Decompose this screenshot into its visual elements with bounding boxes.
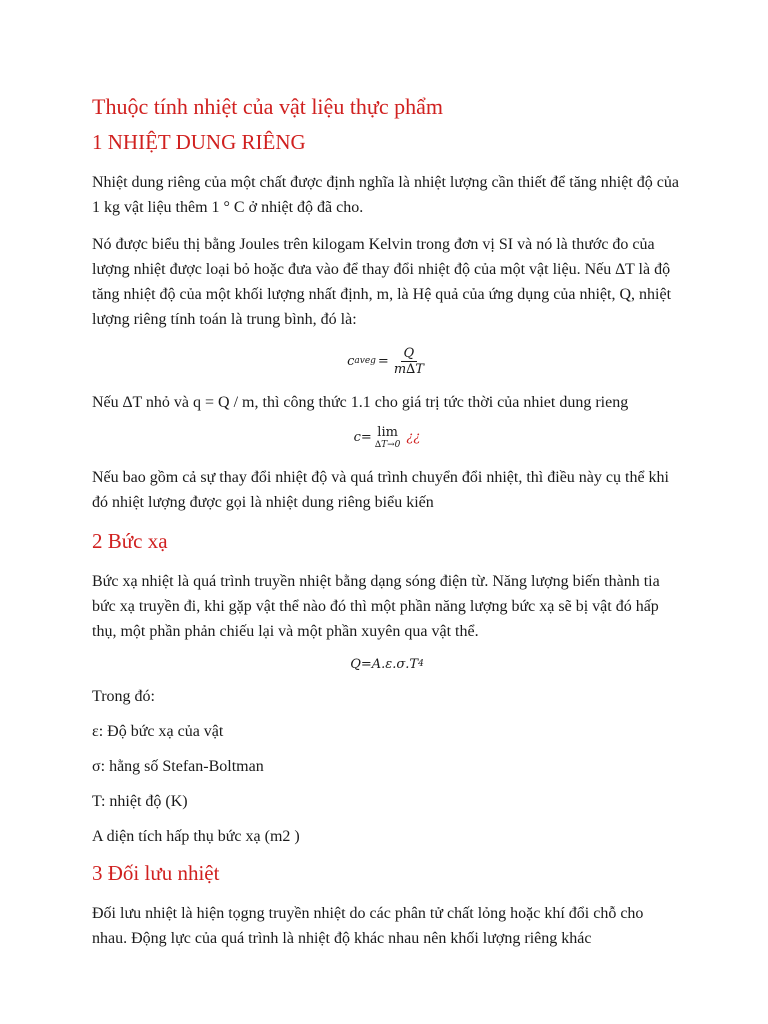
section-2-item-area: A diện tích hấp thụ bức xạ (m2 ) bbox=[92, 828, 300, 845]
eq2-lim-subscript: ∆T→0 bbox=[374, 439, 401, 450]
eq1-denominator: m∆T bbox=[393, 361, 424, 377]
equation-radiation bbox=[92, 644, 682, 684]
eq1-lhs-sub: aveg bbox=[354, 356, 376, 366]
eq2-lhs: c= bbox=[353, 429, 372, 445]
section-1-paragraph-2: Nó được biểu thị bằng Joules trên kilogam Kelvin trong đơn vị SI và nó là thước đo của lượng nhiệt được loại bỏ hoặc đưa vào để thay đổi nhiệt độ của một vật liệu. Nếu ∆T là độ tăng nhiệt độ của một khối lượng nhất định, m, là Hệ quả của ứng dụng của nhiệt, Q, nhiệt lượng riêng tính toán là trung bình, đó là: bbox=[92, 236, 672, 328]
eq1-numerator: Q bbox=[401, 346, 418, 362]
section-2-item-stefan-boltzmann: σ: hằng số Stefan-Boltman bbox=[92, 758, 264, 775]
document-title: Thuộc tính nhiệt của vật liệu thực phẩm bbox=[92, 94, 443, 119]
eq3-exponent: 4 bbox=[418, 659, 424, 669]
section-3-paragraph-1: Đối lưu nhiệt là hiện tọgng truyền nhiệt do các phân tử chất lỏng hoặc khí đổi chỗ cho nhau. Động lực của quá trình là nhiệt độ khác nhau nên khối lượng riêng khác bbox=[92, 905, 644, 947]
eq2-tail: ¿¿ bbox=[406, 429, 421, 445]
section-2-item-temperature: T: nhiệt độ (K) bbox=[92, 793, 188, 810]
section-1-paragraph-4: Nếu bao gồm cả sự thay đổi nhiệt độ và quá trình chuyển đổi nhiệt, thì điều này cụ thể khi đó nhiệt lượng được gọi là nhiệt dung riêng biểu kiến bbox=[92, 469, 669, 511]
eq2-limit bbox=[375, 425, 401, 450]
eq3-main: Q=A.ε.σ.T bbox=[350, 656, 419, 672]
equation-average-specific-heat bbox=[92, 338, 682, 384]
section-2-paragraph-1: Bức xạ nhiệt là quá trình truyền nhiệt bằng dạng sóng điện từ. Năng lượng biến thành tia bức xạ truyền đi, khi gặp vật thể nào đó thì một phần năng lượng bức xạ sẽ bị vật đó hấp thụ, một phần phản chiếu lại và một phần xuyên qua vật thể. bbox=[92, 573, 660, 640]
section-2-item-emissivity: ε: Độ bức xạ của vật bbox=[92, 723, 224, 740]
eq2-lim-text: lim bbox=[377, 424, 398, 440]
eq1-fraction bbox=[391, 346, 427, 377]
section-1-paragraph-3: Nếu ∆T nhỏ và q = Q / m, thì công thức 1.1 cho giá trị tức thời của nhiet dung rieng bbox=[92, 394, 629, 411]
eq1-equals: = bbox=[377, 353, 389, 369]
section-3-heading: 3 Đối lưu nhiệt bbox=[92, 861, 220, 885]
section-1-heading: 1 NHIỆT DUNG RIÊNG bbox=[92, 130, 306, 154]
equation-instant-specific-heat bbox=[92, 417, 682, 457]
section-1-paragraph-1: Nhiệt dung riêng của một chất được định nghĩa là nhiệt lượng cần thiết để tăng nhiệt độ của 1 kg vật liệu thêm 1 ° C ở nhiệt độ đã cho. bbox=[92, 174, 679, 216]
eq1-lhs: c bbox=[347, 353, 355, 369]
document-content bbox=[92, 92, 682, 951]
section-2-heading: 2 Bức xạ bbox=[92, 529, 168, 553]
section-2-where: Trong đó: bbox=[92, 688, 155, 705]
